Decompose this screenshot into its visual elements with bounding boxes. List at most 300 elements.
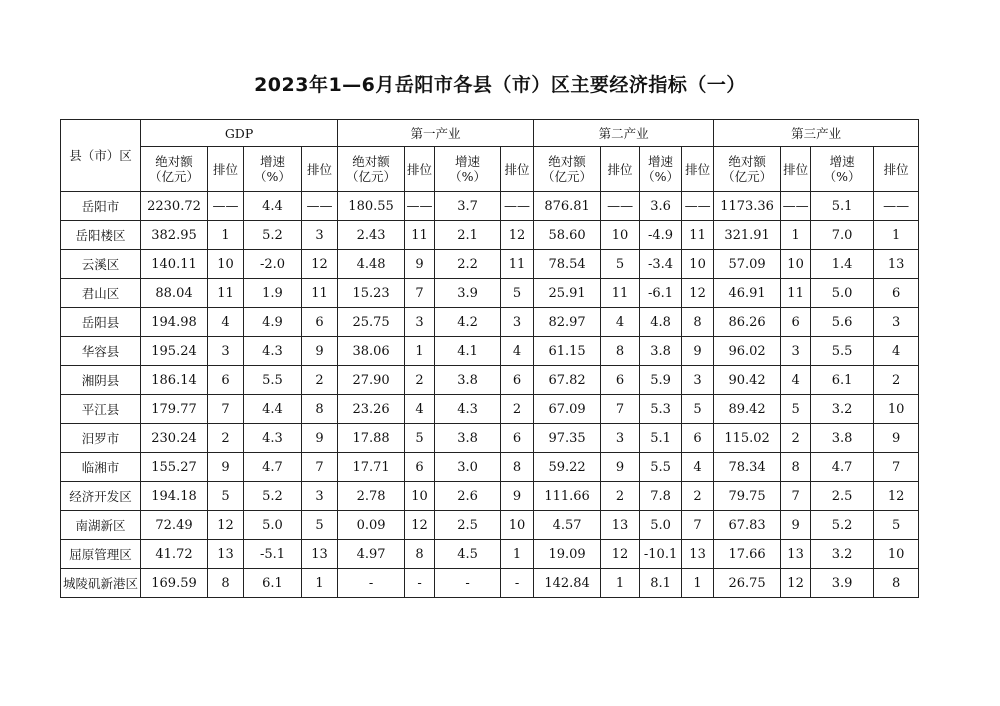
value-cell: 7 xyxy=(682,511,714,540)
absolute-value-header-text: 绝对额 xyxy=(155,154,193,169)
value-cell: 3 xyxy=(874,308,919,337)
value-cell: 4.1 xyxy=(435,337,501,366)
table-row xyxy=(61,250,919,279)
value-cell: 5 xyxy=(781,395,811,424)
growth-rate-header-text: 增速 xyxy=(455,154,481,169)
absolute-value-header-text: 绝对额 xyxy=(728,154,766,169)
value-cell: 3 xyxy=(781,337,811,366)
region-name-cell: 岳阳楼区 xyxy=(61,221,141,250)
value-cell: 3.2 xyxy=(811,540,874,569)
value-cell: 67.09 xyxy=(534,395,601,424)
value-cell: 4.7 xyxy=(244,453,302,482)
value-cell: -10.1 xyxy=(640,540,682,569)
growth-rate-header-text: （%） xyxy=(642,169,679,184)
value-cell: 13 xyxy=(208,540,244,569)
value-cell: 23.26 xyxy=(338,395,405,424)
value-cell: 10 xyxy=(682,250,714,279)
value-cell: 6 xyxy=(781,308,811,337)
value-cell: 5.5 xyxy=(244,366,302,395)
value-cell: 3.2 xyxy=(811,395,874,424)
region-name-cell: 云溪区 xyxy=(61,250,141,279)
value-cell: 3 xyxy=(302,482,338,511)
absolute-value-header-text: （亿元） xyxy=(542,169,593,184)
rank-header xyxy=(781,147,811,192)
value-cell: 25.75 xyxy=(338,308,405,337)
value-cell: —— xyxy=(781,192,811,221)
value-cell: 6.1 xyxy=(244,569,302,598)
table-row xyxy=(61,453,919,482)
value-cell: 13 xyxy=(781,540,811,569)
value-cell: 79.75 xyxy=(714,482,781,511)
value-cell: 3.8 xyxy=(640,337,682,366)
value-cell: 7 xyxy=(208,395,244,424)
value-cell: 1173.36 xyxy=(714,192,781,221)
group-header-primary: 第一产业 xyxy=(338,120,534,147)
value-cell: 1 xyxy=(601,569,640,598)
value-cell: 321.91 xyxy=(714,221,781,250)
value-cell: 6 xyxy=(601,366,640,395)
value-cell: 2 xyxy=(781,424,811,453)
value-cell: 4 xyxy=(501,337,534,366)
value-cell: 5 xyxy=(208,482,244,511)
region-name-cell: 城陵矶新港区 xyxy=(61,569,141,598)
table-row xyxy=(61,221,919,250)
value-cell: 46.91 xyxy=(714,279,781,308)
value-cell: 97.35 xyxy=(534,424,601,453)
value-cell: 1 xyxy=(405,337,435,366)
value-cell: 88.04 xyxy=(141,279,208,308)
rank-header xyxy=(601,147,640,192)
value-cell: 8 xyxy=(601,337,640,366)
value-cell: 7 xyxy=(874,453,919,482)
value-cell: 4 xyxy=(682,453,714,482)
value-cell: 9 xyxy=(302,337,338,366)
value-cell: 5.0 xyxy=(244,511,302,540)
value-cell: 3.0 xyxy=(435,453,501,482)
value-cell: 1 xyxy=(208,221,244,250)
value-cell: 2 xyxy=(601,482,640,511)
region-name-cell: 岳阳市 xyxy=(61,192,141,221)
value-cell: 12 xyxy=(874,482,919,511)
economic-indicators-table xyxy=(60,119,919,598)
value-cell: 27.90 xyxy=(338,366,405,395)
group-header-row xyxy=(61,120,919,147)
value-cell: 10 xyxy=(781,250,811,279)
value-cell: 2 xyxy=(501,395,534,424)
value-cell: 5.0 xyxy=(640,511,682,540)
value-cell: 1 xyxy=(501,540,534,569)
growth-rate-header xyxy=(640,147,682,192)
value-cell: 13 xyxy=(682,540,714,569)
value-cell: 142.84 xyxy=(534,569,601,598)
value-cell: 4.57 xyxy=(534,511,601,540)
value-cell: 2 xyxy=(874,366,919,395)
table-row xyxy=(61,308,919,337)
region-name-cell: 经济开发区 xyxy=(61,482,141,511)
value-cell: 5 xyxy=(874,511,919,540)
value-cell: 9 xyxy=(501,482,534,511)
value-cell: 7 xyxy=(302,453,338,482)
value-cell: 1 xyxy=(302,569,338,598)
value-cell: 3.7 xyxy=(435,192,501,221)
value-cell: 8 xyxy=(501,453,534,482)
growth-rate-header-text: 增速 xyxy=(829,154,855,169)
value-cell: 9 xyxy=(601,453,640,482)
value-cell: 89.42 xyxy=(714,395,781,424)
value-cell: 3.8 xyxy=(811,424,874,453)
value-cell: 382.95 xyxy=(141,221,208,250)
value-cell: 57.09 xyxy=(714,250,781,279)
table-row xyxy=(61,424,919,453)
absolute-value-header xyxy=(141,147,208,192)
value-cell: 67.82 xyxy=(534,366,601,395)
value-cell: 2.78 xyxy=(338,482,405,511)
value-cell: 8.1 xyxy=(640,569,682,598)
value-cell: 4 xyxy=(781,366,811,395)
value-cell: 2.1 xyxy=(435,221,501,250)
value-cell: 4.4 xyxy=(244,395,302,424)
value-cell: —— xyxy=(302,192,338,221)
value-cell: 3.9 xyxy=(435,279,501,308)
value-cell: 4 xyxy=(874,337,919,366)
table-row xyxy=(61,192,919,221)
region-name-cell: 汨罗市 xyxy=(61,424,141,453)
absolute-value-header-text: （亿元） xyxy=(722,169,773,184)
value-cell: 11 xyxy=(682,221,714,250)
value-cell: 4 xyxy=(208,308,244,337)
value-cell: 10 xyxy=(208,250,244,279)
value-cell: 8 xyxy=(302,395,338,424)
value-cell: 4 xyxy=(405,395,435,424)
table-row xyxy=(61,366,919,395)
table-row xyxy=(61,337,919,366)
region-name-cell: 君山区 xyxy=(61,279,141,308)
value-cell: 9 xyxy=(874,424,919,453)
growth-rank-header xyxy=(682,147,714,192)
value-cell: 12 xyxy=(501,221,534,250)
value-cell: 6 xyxy=(501,424,534,453)
value-cell: 12 xyxy=(302,250,338,279)
value-cell: —— xyxy=(405,192,435,221)
absolute-value-header-text: （亿元） xyxy=(148,169,199,184)
value-cell: 3 xyxy=(208,337,244,366)
value-cell: 41.72 xyxy=(141,540,208,569)
value-cell: 1.9 xyxy=(244,279,302,308)
absolute-value-header-text: 绝对额 xyxy=(352,154,390,169)
value-cell: 155.27 xyxy=(141,453,208,482)
value-cell: 10 xyxy=(874,395,919,424)
value-cell: 61.15 xyxy=(534,337,601,366)
value-cell: 876.81 xyxy=(534,192,601,221)
value-cell: 11 xyxy=(208,279,244,308)
value-cell: 9 xyxy=(208,453,244,482)
value-cell: 12 xyxy=(208,511,244,540)
value-cell: 11 xyxy=(302,279,338,308)
growth-rank-header xyxy=(874,147,919,192)
value-cell: 5 xyxy=(501,279,534,308)
value-cell: 4.4 xyxy=(244,192,302,221)
value-cell: 2 xyxy=(302,366,338,395)
value-cell: -4.9 xyxy=(640,221,682,250)
value-cell: —— xyxy=(601,192,640,221)
growth-rank-header-text: 排位 xyxy=(685,161,711,177)
page-title: 2023年1—6月岳阳市各县（市）区主要经济指标（一） xyxy=(254,74,746,96)
value-cell: 7.8 xyxy=(640,482,682,511)
value-cell: 5.0 xyxy=(811,279,874,308)
value-cell: 1 xyxy=(874,221,919,250)
value-cell: 1.4 xyxy=(811,250,874,279)
value-cell: 9 xyxy=(682,337,714,366)
value-cell: 8 xyxy=(874,569,919,598)
value-cell: 5 xyxy=(405,424,435,453)
value-cell: 4.2 xyxy=(435,308,501,337)
value-cell: 4.3 xyxy=(244,337,302,366)
value-cell: 78.34 xyxy=(714,453,781,482)
value-cell: 6 xyxy=(874,279,919,308)
row-header-cell: 县（市）区 xyxy=(61,120,141,192)
value-cell: 5 xyxy=(601,250,640,279)
value-cell: 13 xyxy=(302,540,338,569)
region-name-cell: 平江县 xyxy=(61,395,141,424)
value-cell: 111.66 xyxy=(534,482,601,511)
value-cell: 7 xyxy=(405,279,435,308)
value-cell: 194.18 xyxy=(141,482,208,511)
value-cell: —— xyxy=(501,192,534,221)
value-cell: 13 xyxy=(874,250,919,279)
value-cell: 1 xyxy=(781,221,811,250)
value-cell: 5 xyxy=(682,395,714,424)
table-row xyxy=(61,511,919,540)
value-cell: 2 xyxy=(405,366,435,395)
value-cell: 179.77 xyxy=(141,395,208,424)
value-cell: 4 xyxy=(601,308,640,337)
table-row xyxy=(61,482,919,511)
growth-rate-header xyxy=(244,147,302,192)
absolute-value-header xyxy=(534,147,601,192)
rank-header xyxy=(405,147,435,192)
value-cell: 3.8 xyxy=(435,366,501,395)
absolute-value-header xyxy=(338,147,405,192)
value-cell: 4.5 xyxy=(435,540,501,569)
value-cell: 8 xyxy=(682,308,714,337)
value-cell: 4.3 xyxy=(435,395,501,424)
value-cell: 3 xyxy=(682,366,714,395)
region-name-cell: 湘阴县 xyxy=(61,366,141,395)
value-cell: 19.09 xyxy=(534,540,601,569)
value-cell: —— xyxy=(682,192,714,221)
growth-rate-header xyxy=(435,147,501,192)
value-cell: 82.97 xyxy=(534,308,601,337)
value-cell: 11 xyxy=(501,250,534,279)
group-header-gdp: GDP xyxy=(141,120,338,147)
value-cell: 3.9 xyxy=(811,569,874,598)
value-cell: 3 xyxy=(501,308,534,337)
value-cell: -6.1 xyxy=(640,279,682,308)
value-cell: 7.0 xyxy=(811,221,874,250)
value-cell: 59.22 xyxy=(534,453,601,482)
value-cell: - xyxy=(435,569,501,598)
rank-header-text: 排位 xyxy=(407,161,433,177)
rank-header-text: 排位 xyxy=(212,161,238,177)
value-cell: 4.97 xyxy=(338,540,405,569)
value-cell: 86.26 xyxy=(714,308,781,337)
value-cell: 5 xyxy=(302,511,338,540)
value-cell: 169.59 xyxy=(141,569,208,598)
value-cell: 6 xyxy=(682,424,714,453)
value-cell: 2.2 xyxy=(435,250,501,279)
value-cell: 12 xyxy=(781,569,811,598)
growth-rate-header-text: （%） xyxy=(254,169,291,184)
value-cell: 2.5 xyxy=(811,482,874,511)
value-cell: -2.0 xyxy=(244,250,302,279)
value-cell: 25.91 xyxy=(534,279,601,308)
value-cell: - xyxy=(338,569,405,598)
value-cell: 8 xyxy=(781,453,811,482)
value-cell: 2 xyxy=(682,482,714,511)
value-cell: —— xyxy=(208,192,244,221)
value-cell: 6.1 xyxy=(811,366,874,395)
value-cell: 5.2 xyxy=(244,221,302,250)
value-cell: 2.43 xyxy=(338,221,405,250)
value-cell: 9 xyxy=(781,511,811,540)
value-cell: 11 xyxy=(601,279,640,308)
value-cell: 12 xyxy=(601,540,640,569)
value-cell: 6 xyxy=(208,366,244,395)
growth-rate-header-text: （%） xyxy=(823,169,861,184)
value-cell: 7 xyxy=(601,395,640,424)
value-cell: 3.6 xyxy=(640,192,682,221)
value-cell: 78.54 xyxy=(534,250,601,279)
value-cell: 5.3 xyxy=(640,395,682,424)
group-header-tertiary: 第三产业 xyxy=(714,120,919,147)
value-cell: -5.1 xyxy=(244,540,302,569)
value-cell: -3.4 xyxy=(640,250,682,279)
value-cell: 17.71 xyxy=(338,453,405,482)
region-name-cell: 屈原管理区 xyxy=(61,540,141,569)
value-cell: 90.42 xyxy=(714,366,781,395)
growth-rank-header-text: 排位 xyxy=(504,161,530,177)
growth-rank-header-text: 排位 xyxy=(883,161,909,177)
value-cell: 5.1 xyxy=(640,424,682,453)
value-cell: 115.02 xyxy=(714,424,781,453)
value-cell: - xyxy=(405,569,435,598)
growth-rate-header-text: （%） xyxy=(449,169,486,184)
value-cell: 6 xyxy=(501,366,534,395)
value-cell: 3 xyxy=(405,308,435,337)
region-name-cell: 南湖新区 xyxy=(61,511,141,540)
value-cell: 38.06 xyxy=(338,337,405,366)
value-cell: 26.75 xyxy=(714,569,781,598)
value-cell: 3.8 xyxy=(435,424,501,453)
value-cell: 230.24 xyxy=(141,424,208,453)
value-cell: 186.14 xyxy=(141,366,208,395)
table-row xyxy=(61,279,919,308)
value-cell: 2.5 xyxy=(435,511,501,540)
region-name-cell: 临湘市 xyxy=(61,453,141,482)
value-cell: 5.5 xyxy=(811,337,874,366)
table-row xyxy=(61,395,919,424)
value-cell: - xyxy=(501,569,534,598)
growth-rate-header xyxy=(811,147,874,192)
growth-rank-header xyxy=(501,147,534,192)
value-cell: 9 xyxy=(302,424,338,453)
value-cell: 11 xyxy=(405,221,435,250)
value-cell: 6 xyxy=(405,453,435,482)
value-cell: —— xyxy=(874,192,919,221)
table-body xyxy=(61,192,919,598)
value-cell: 195.24 xyxy=(141,337,208,366)
table-row xyxy=(61,540,919,569)
value-cell: 3 xyxy=(601,424,640,453)
value-cell: 2.6 xyxy=(435,482,501,511)
growth-rate-header-text: 增速 xyxy=(648,154,674,169)
value-cell: 180.55 xyxy=(338,192,405,221)
value-cell: 17.88 xyxy=(338,424,405,453)
region-name-cell: 岳阳县 xyxy=(61,308,141,337)
value-cell: 4.3 xyxy=(244,424,302,453)
value-cell: 10 xyxy=(601,221,640,250)
growth-rank-header-text: 排位 xyxy=(307,161,333,177)
value-cell: 0.09 xyxy=(338,511,405,540)
value-cell: 12 xyxy=(682,279,714,308)
value-cell: 5.2 xyxy=(244,482,302,511)
value-cell: 1 xyxy=(682,569,714,598)
growth-rank-header xyxy=(302,147,338,192)
value-cell: 17.66 xyxy=(714,540,781,569)
rank-header-text: 排位 xyxy=(607,161,633,177)
value-cell: 67.83 xyxy=(714,511,781,540)
value-cell: 3 xyxy=(302,221,338,250)
group-header-secondary: 第二产业 xyxy=(534,120,714,147)
absolute-value-header-text: 绝对额 xyxy=(548,154,586,169)
value-cell: 2 xyxy=(208,424,244,453)
table-row xyxy=(61,569,919,598)
value-cell: 10 xyxy=(405,482,435,511)
value-cell: 96.02 xyxy=(714,337,781,366)
value-cell: 9 xyxy=(405,250,435,279)
value-cell: 8 xyxy=(208,569,244,598)
region-name-cell: 华容县 xyxy=(61,337,141,366)
value-cell: 194.98 xyxy=(141,308,208,337)
value-cell: 8 xyxy=(405,540,435,569)
value-cell: 11 xyxy=(781,279,811,308)
value-cell: 58.60 xyxy=(534,221,601,250)
value-cell: 4.8 xyxy=(640,308,682,337)
value-cell: 10 xyxy=(501,511,534,540)
value-cell: 15.23 xyxy=(338,279,405,308)
value-cell: 4.9 xyxy=(244,308,302,337)
value-cell: 5.6 xyxy=(811,308,874,337)
value-cell: 5.9 xyxy=(640,366,682,395)
value-cell: 2230.72 xyxy=(141,192,208,221)
rank-header-text: 排位 xyxy=(783,161,809,177)
value-cell: 5.2 xyxy=(811,511,874,540)
value-cell: 12 xyxy=(405,511,435,540)
value-cell: 7 xyxy=(781,482,811,511)
value-cell: 10 xyxy=(874,540,919,569)
absolute-value-header xyxy=(714,147,781,192)
value-cell: 5.1 xyxy=(811,192,874,221)
value-cell: 4.7 xyxy=(811,453,874,482)
sub-header-row xyxy=(61,147,919,192)
growth-rate-header-text: 增速 xyxy=(259,154,285,169)
value-cell: 6 xyxy=(302,308,338,337)
value-cell: 5.5 xyxy=(640,453,682,482)
value-cell: 72.49 xyxy=(141,511,208,540)
absolute-value-header-text: （亿元） xyxy=(346,169,397,184)
rank-header xyxy=(208,147,244,192)
value-cell: 13 xyxy=(601,511,640,540)
